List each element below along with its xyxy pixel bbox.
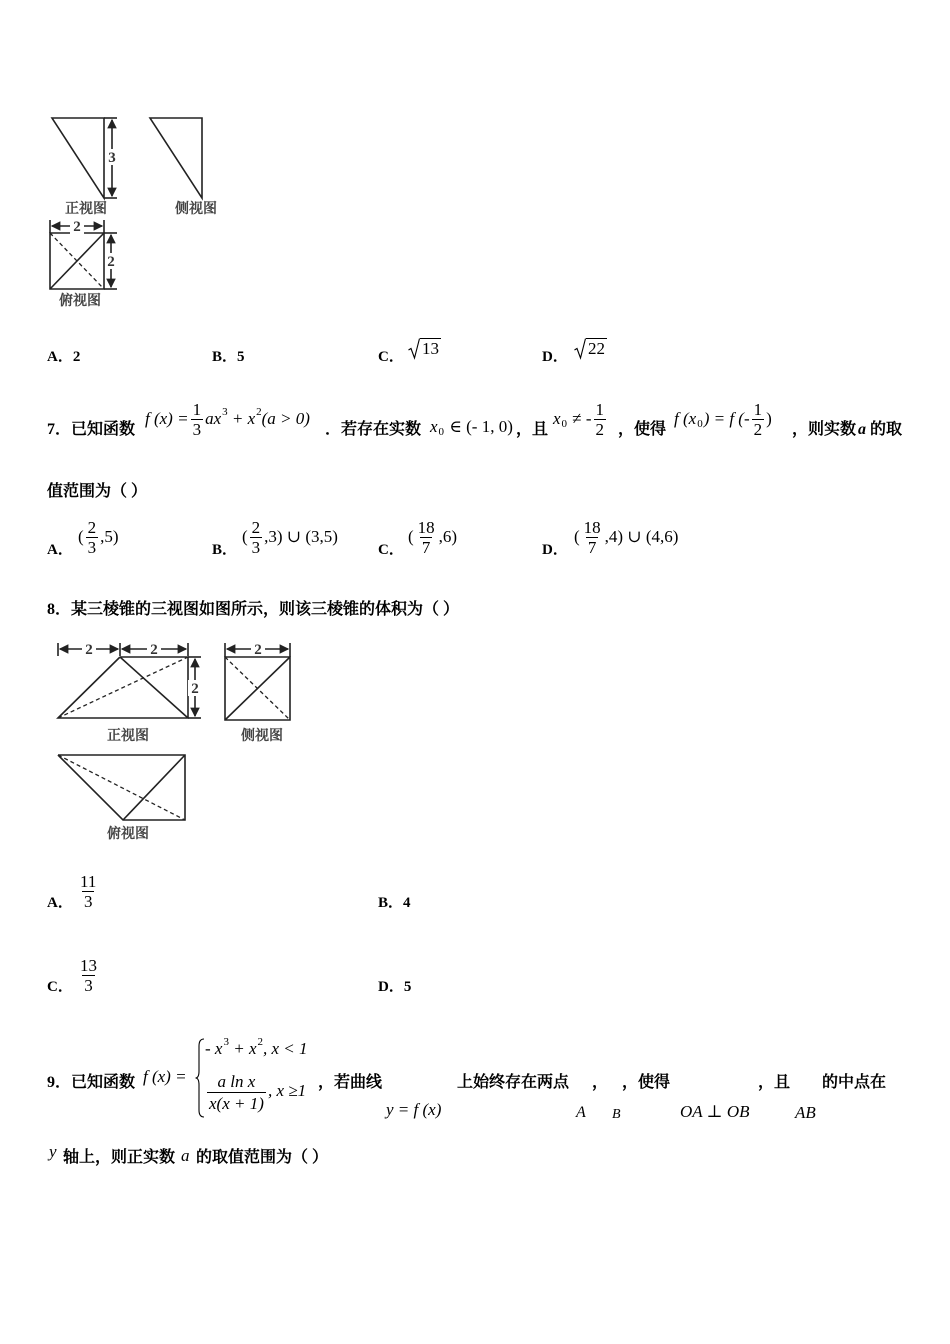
q8-option-a-fraction — [78, 872, 98, 911]
q6-top-width-dim: 2 — [73, 219, 81, 235]
q7-option-a-letter: A． — [47, 542, 73, 558]
q6-side-view-label: 侧视图 — [175, 202, 217, 217]
q9-point-b: B — [612, 1107, 621, 1122]
q7-var-a: a — [858, 421, 866, 438]
q6-height-dim: 3 — [108, 150, 116, 166]
q9-line2-y: y — [49, 1142, 57, 1161]
q7-option-a-fraction — [86, 518, 99, 557]
q8-option-c-value — [76, 955, 101, 995]
q7-text-such: ，使得 — [618, 421, 667, 438]
q9-piece-row2-fraction — [205, 1070, 268, 1114]
q9-r2-fraction — [207, 1071, 266, 1114]
q7-func-fraction — [191, 400, 204, 439]
q7-func-den: 3 — [192, 419, 202, 439]
q8-option-a-value — [76, 871, 100, 911]
q6-front-view-label: 正视图 — [65, 202, 107, 217]
q7-option-a-open: ( — [78, 527, 84, 546]
q7-option-c-den: 7 — [421, 537, 431, 557]
q7-option-a-close: ,5) — [100, 527, 119, 546]
q7-option-d-open: ( — [574, 527, 580, 546]
q8-side-view-label: 侧视图 — [241, 729, 283, 744]
q7-text-exists: ．若存在实数 — [325, 421, 422, 438]
q6-option-d-radical — [574, 338, 607, 360]
q9-comma: ， — [592, 1074, 609, 1091]
q7-cond3-fraction — [752, 400, 765, 439]
q7-cond3-t2: ) = f (- — [703, 409, 750, 428]
q7-cond2-num: 1 — [595, 399, 605, 419]
q8-front-view-label: 正视图 — [107, 729, 149, 744]
q7-cond3-den: 2 — [753, 419, 763, 439]
q7-intro: 7．已知函数 — [47, 421, 136, 438]
q7-option-d-den: 7 — [587, 537, 597, 557]
q7-option-b-letter: B． — [212, 542, 238, 558]
q7-condition-equation — [674, 399, 772, 439]
q7-func-num: 1 — [192, 399, 202, 419]
q7-option-a-value — [78, 517, 119, 557]
q7-cond1-rest: ∈ (- 1, 0) — [445, 417, 513, 436]
q8-front-height-dim: 2 — [191, 681, 199, 697]
q7-option-b-value — [242, 517, 338, 557]
q7-option-a-den: 3 — [87, 537, 97, 557]
q6-three-view-figure — [40, 108, 240, 313]
q7-option-d-fraction — [582, 518, 603, 557]
q6-option-d-radicand: 22 — [588, 339, 605, 358]
q8-option-d — [378, 978, 411, 996]
q7-option-a-num: 2 — [87, 517, 97, 537]
q9-intro: 9．已知函数 — [47, 1074, 136, 1091]
q8-option-d-letter: D． — [378, 979, 404, 995]
q9-segment: AB — [795, 1103, 816, 1122]
q7-option-d-value — [574, 517, 678, 557]
q8-front-view-inner-solid — [120, 657, 188, 718]
q9-r2-den: x(x + 1) — [209, 1093, 264, 1113]
q8-option-c-letter: C． — [47, 979, 73, 995]
q9-func-lhs: f (x) = — [143, 1067, 187, 1086]
q8-side-width-dim: 2 — [254, 642, 262, 658]
q6-option-b-letter: B． — [212, 349, 238, 365]
q6-option-a — [47, 348, 80, 366]
q7-option-d-letter: D． — [542, 542, 568, 558]
q8-stem: 8．某三棱锥的三视图如图所示，则该三棱锥的体积为（ ） — [47, 601, 460, 618]
q9-curve: y = f (x) — [386, 1100, 442, 1119]
q7-text-and: ，且 — [516, 421, 549, 438]
q7-option-c-letter: C． — [378, 542, 404, 558]
q7-option-b-fraction — [250, 518, 263, 557]
q6-option-c-radicand: 13 — [422, 339, 439, 358]
q9-r2-num: a ln x — [217, 1071, 256, 1091]
q7-line2: 值范围为（ ） — [47, 483, 148, 500]
q7-cond2-var: x — [553, 409, 561, 428]
q8-top-view-inner-solid — [123, 755, 185, 820]
q6-option-a-letter: A． — [47, 349, 73, 365]
q9-r1-e1: 3 — [223, 1036, 229, 1048]
q8-option-d-value: 5 — [403, 979, 412, 995]
q6-option-c-letter: C． — [378, 349, 404, 365]
q7-cond3-num: 1 — [753, 399, 763, 419]
q7-condition-interval — [430, 417, 513, 437]
q8-three-view-figure — [45, 636, 305, 846]
q9-line2-a: a — [181, 1146, 190, 1165]
q7-cond3-t3: ) — [766, 409, 772, 428]
q8-front-width-right-dim: 2 — [150, 642, 158, 658]
q7-option-c-value — [408, 517, 457, 557]
q7-condition-not-equal — [553, 399, 608, 439]
piecewise-brace — [195, 1038, 205, 1118]
q7-func-exp1: 3 — [222, 406, 228, 418]
q8-top-view-label: 俯视图 — [107, 827, 149, 842]
q6-option-d-letter: D． — [542, 349, 568, 365]
q8-option-b-value: 4 — [403, 895, 411, 911]
q9-piece-row1 — [205, 1036, 308, 1059]
q7-cond1-sub: 0 — [438, 426, 445, 438]
radical-sign-icon — [408, 338, 420, 360]
q6-option-b — [212, 348, 245, 366]
q9-r2-cond: , x ≥1 — [268, 1081, 307, 1100]
q6-front-view-triangle — [52, 118, 104, 198]
q9-text-points: 上始终存在两点 — [457, 1074, 570, 1091]
q8-option-b-letter: B． — [378, 895, 404, 911]
q9-line2-text1: 轴上，则正实数 — [63, 1149, 176, 1166]
q7-option-b-close: ,3) ∪ (3,5) — [264, 527, 338, 546]
q8-option-c-fraction — [78, 956, 99, 995]
q7-cond1-var: x — [430, 417, 438, 436]
q9-point-a: A — [576, 1104, 586, 1121]
q7-func-term2: + x — [227, 409, 256, 428]
q7-func-lhs: f (x) = — [145, 409, 189, 428]
q8-option-c-den: 3 — [84, 975, 93, 995]
q7-option-c-open: ( — [408, 527, 414, 546]
q9-text-and: ，且 — [758, 1074, 791, 1091]
q7-option-c-fraction — [416, 518, 437, 557]
q9-text-mid: 的中点在 — [822, 1074, 887, 1091]
q6-option-c-radical — [408, 338, 441, 360]
q7-cond2-sub: 0 — [561, 418, 568, 430]
q8-front-view-inner-dashed — [58, 657, 188, 718]
q7-function-formula — [145, 399, 310, 439]
q7-option-c-close: ,6) — [438, 527, 458, 546]
q6-top-view-label: 俯视图 — [59, 294, 101, 309]
q8-option-a-letter: A． — [47, 895, 73, 911]
q7-option-d-num: 18 — [583, 517, 601, 537]
q8-front-width-left-dim: 2 — [85, 642, 93, 658]
q7-option-b-open: ( — [242, 527, 248, 546]
q7-cond2-rest: ≠ - — [568, 409, 592, 428]
q8-option-c-num: 13 — [80, 955, 97, 975]
q9-r1-t2: + x — [228, 1039, 257, 1058]
q9-r1-e2: 2 — [257, 1036, 263, 1048]
radical-sign-icon — [574, 338, 586, 360]
q8-option-a-num: 11 — [80, 871, 97, 891]
q7-func-term3: (a > 0) — [261, 409, 310, 428]
q7-text-range: 的取 — [870, 421, 903, 438]
q7-option-b-den: 3 — [251, 537, 261, 557]
q9-perpendicular: OA ⊥ OB — [680, 1102, 750, 1121]
q7-option-d-close: ,4) ∪ (4,6) — [604, 527, 679, 546]
q6-top-depth-dim: 2 — [107, 254, 115, 270]
q8-option-b — [378, 894, 411, 912]
q9-line2-text2: 的取值范围为（ ） — [196, 1149, 329, 1166]
q7-cond2-fraction — [594, 400, 607, 439]
q7-func-exp2: 2 — [256, 406, 262, 418]
q7-func-term1: ax — [205, 409, 222, 428]
q7-cond3-sub: 0 — [697, 418, 703, 430]
q7-text-then: ，则实数 — [792, 421, 857, 438]
q6-option-b-value: 5 — [237, 349, 245, 365]
q6-side-view-triangle — [150, 118, 202, 198]
q9-r1-cond: , x < 1 — [263, 1039, 308, 1058]
q7-cond2-den: 2 — [595, 419, 605, 439]
q7-option-b-num: 2 — [251, 517, 261, 537]
q7-option-c-num: 18 — [417, 517, 435, 537]
q6-option-a-value: 2 — [72, 349, 81, 365]
q9-text-such: ，使得 — [622, 1074, 671, 1091]
q9-text-curve: ，若曲线 — [318, 1074, 383, 1091]
q8-top-view-inner-dashed — [58, 755, 185, 820]
q8-option-a-den: 3 — [83, 891, 93, 911]
q7-cond3-t1: f (x — [674, 409, 697, 428]
q9-r1-t1: - x — [205, 1039, 223, 1058]
